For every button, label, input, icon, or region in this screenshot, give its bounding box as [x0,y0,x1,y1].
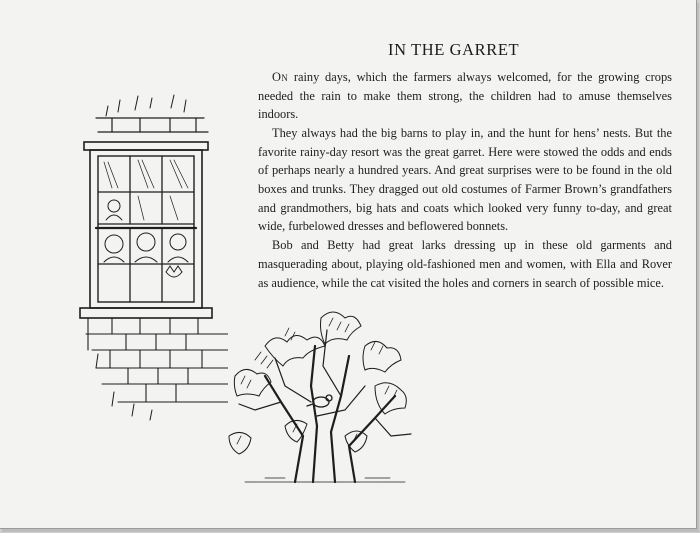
page-title: IN THE GARRET [388,40,520,59]
paragraph-2-text: They always had the big barns to play in, and the hunt for hens’ nests. But the favorite rainy-day resort was the great garret. Here were stowed the odds and ends of perhaps nearly a hundred years. And great surprises were to be found in the old boxes and trunks. They dragged out old costumes of Farmer Brown’s grandfathers and grandmothers, big hats and coats which looked very funny to-day, and great wide, furbelowed dresses and beflowered bonnets. [258,126,672,234]
paragraph-3 [258,236,672,292]
body-text [258,68,672,293]
paragraph-1 [258,68,672,124]
paragraph-1-lead: On [272,70,289,84]
paragraph-1-text: rainy days, which the farmers always welcomed, for the growing crops needed the rain to make them strong, the children had to amuse themselves indoors. [258,70,672,122]
window-illustration [78,92,228,422]
tree-illustration [225,306,425,486]
paragraph-2 [258,124,672,236]
paragraph-3-text: Bob and Betty had great larks dressing up in these old garments and masquerading about, playing old-fashioned men and women, with Ella and Rover as audience, while the cat visited the holes and corners in search of possible mice. [258,238,672,290]
